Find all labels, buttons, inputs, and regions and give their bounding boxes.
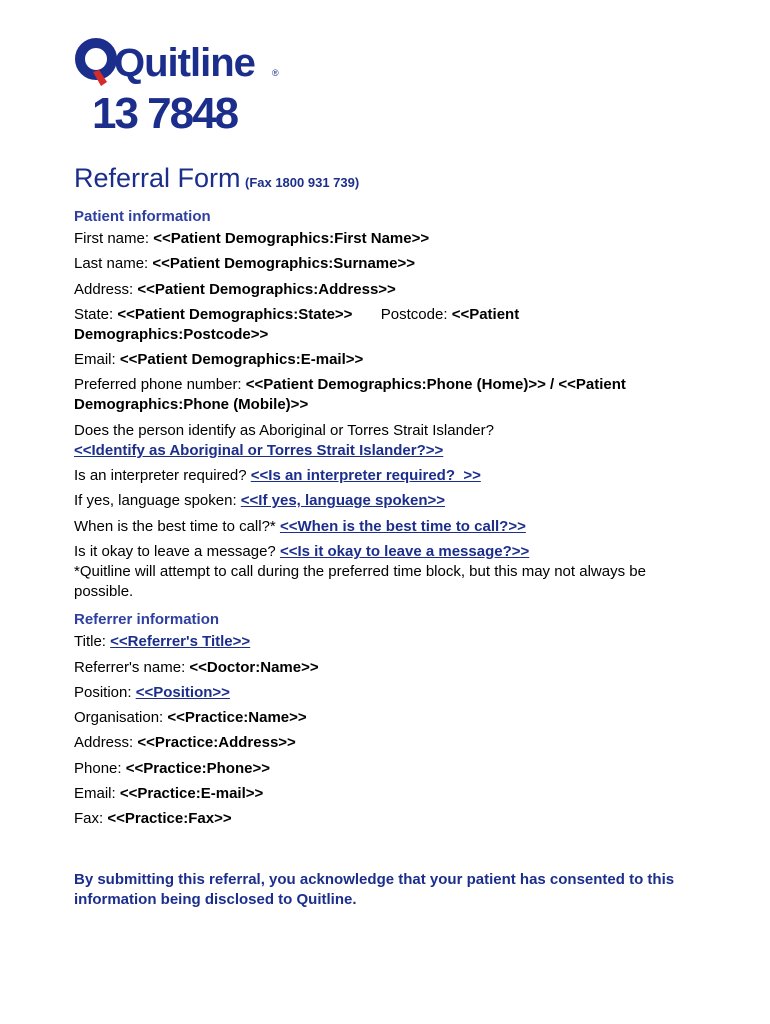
- language-row: [74, 491, 694, 511]
- referrer-name-value: <<Doctor:Name>>: [189, 658, 319, 676]
- interpreter-field[interactable]: <<Is an interpreter required? >>: [250, 467, 481, 485]
- quitline-logo: [74, 36, 284, 136]
- patient-last-name-row: [74, 254, 694, 274]
- address-label: Address:: [74, 280, 138, 298]
- first-name-value: <<Patient Demographics:First Name>>: [153, 230, 430, 247]
- message-label: Is it okay to leave a message?: [74, 542, 280, 560]
- language-field[interactable]: <<If yes, language spoken>>: [240, 492, 446, 510]
- referrer-position-field[interactable]: <<Position>>: [135, 683, 230, 701]
- referrer-position-label: Position:: [74, 683, 136, 701]
- referrer-fax-value: <<Practice:Fax>>: [107, 810, 232, 828]
- aboriginal-question: Does the person identify as Aboriginal or Torres Strait Islander?: [74, 421, 494, 439]
- patient-first-name-row: [74, 229, 694, 249]
- referrer-name-label: Referrer's name:: [74, 658, 190, 676]
- referrer-email-row: [74, 784, 694, 804]
- first-name-label: First name:: [74, 230, 154, 247]
- postcode-label: Postcode:: [380, 305, 452, 323]
- call-time-note: *Quitline will attempt to call during the preferred time block, but this may not always be possible.: [74, 562, 646, 600]
- state-value: <<Patient Demographics:State>>: [117, 305, 353, 323]
- logo-number: 13 7848: [92, 89, 238, 136]
- message-row: [74, 542, 694, 562]
- interpreter-row: [74, 466, 694, 486]
- logo-q-ring: [80, 43, 112, 75]
- best-time-label: When is the best time to call?*: [74, 517, 280, 535]
- message-field[interactable]: <<Is it okay to leave a message?>>: [279, 542, 530, 560]
- referrer-email-label: Email:: [74, 785, 120, 803]
- referrer-email-value: <<Practice:E-mail>>: [119, 785, 264, 803]
- state-label: State:: [74, 305, 118, 323]
- referrer-phone-label: Phone:: [74, 759, 126, 777]
- patient-address-row: [74, 280, 694, 300]
- referrer-org-row: [74, 708, 694, 728]
- postcode-value: <<Patient Demographics:Postcode>>: [74, 305, 520, 343]
- address-value: <<Patient Demographics:Address>>: [137, 280, 396, 298]
- last-name-label: Last name:: [74, 255, 153, 273]
- referrer-heading: Referrer information: [74, 611, 220, 629]
- email-value: <<Patient Demographics:E-mail>>: [119, 351, 364, 369]
- referrer-org-label: Organisation:: [74, 709, 168, 727]
- referrer-fax-label: Fax:: [74, 810, 108, 828]
- patient-phone-row: [74, 375, 694, 415]
- best-time-field[interactable]: <<When is the best time to call?>>: [279, 517, 526, 535]
- referral-form: [74, 158, 694, 835]
- logo-word: Quitline: [114, 41, 255, 85]
- last-name-value: <<Patient Demographics:Surname>>: [152, 255, 415, 273]
- referrer-phone-row: [74, 759, 694, 779]
- referrer-fax-row: [74, 809, 694, 829]
- form-header: [74, 158, 694, 203]
- patient-email-row: [74, 350, 694, 370]
- referrer-phone-value: <<Practice:Phone>>: [125, 759, 270, 777]
- aboriginal-field[interactable]: <<Identify as Aboriginal or Torres Strait Islander?>>: [74, 441, 444, 459]
- referrer-org-value: <<Practice:Name>>: [167, 709, 307, 727]
- referrer-address-value: <<Practice:Address>>: [137, 734, 296, 752]
- referrer-address-label: Address:: [74, 734, 138, 752]
- patient-heading: Patient information: [74, 208, 211, 225]
- phone-mobile-value: <<Patient Demographics:Phone (Mobile)>>: [74, 376, 626, 414]
- consent-statement: By submitting this referral, you acknowledge that your patient has consented to this information being disclosed to Quitline.: [74, 871, 675, 908]
- form-title: Referral Form: [74, 163, 241, 193]
- logo-registered-mark: ®: [272, 68, 279, 78]
- phone-label: Preferred phone number:: [74, 376, 246, 394]
- email-label: Email:: [74, 351, 120, 369]
- referrer-title-label: Title:: [74, 633, 111, 651]
- referrer-address-row: [74, 733, 694, 753]
- phone-separator: /: [550, 376, 559, 394]
- phone-home-value: <<Patient Demographics:Phone (Home)>>: [245, 376, 546, 394]
- language-label: If yes, language spoken:: [74, 492, 241, 510]
- patient-state-row: [74, 305, 694, 345]
- fax-number: (Fax 1800 931 739): [244, 175, 360, 190]
- referrer-title-field[interactable]: <<Referrer's Title>>: [110, 633, 251, 651]
- referrer-name-row: [74, 658, 694, 678]
- referrer-position-row: [74, 683, 694, 703]
- best-time-row: [74, 517, 694, 537]
- referrer-title-row: [74, 632, 694, 652]
- interpreter-label: Is an interpreter required?: [74, 467, 251, 485]
- aboriginal-row: [74, 441, 694, 461]
